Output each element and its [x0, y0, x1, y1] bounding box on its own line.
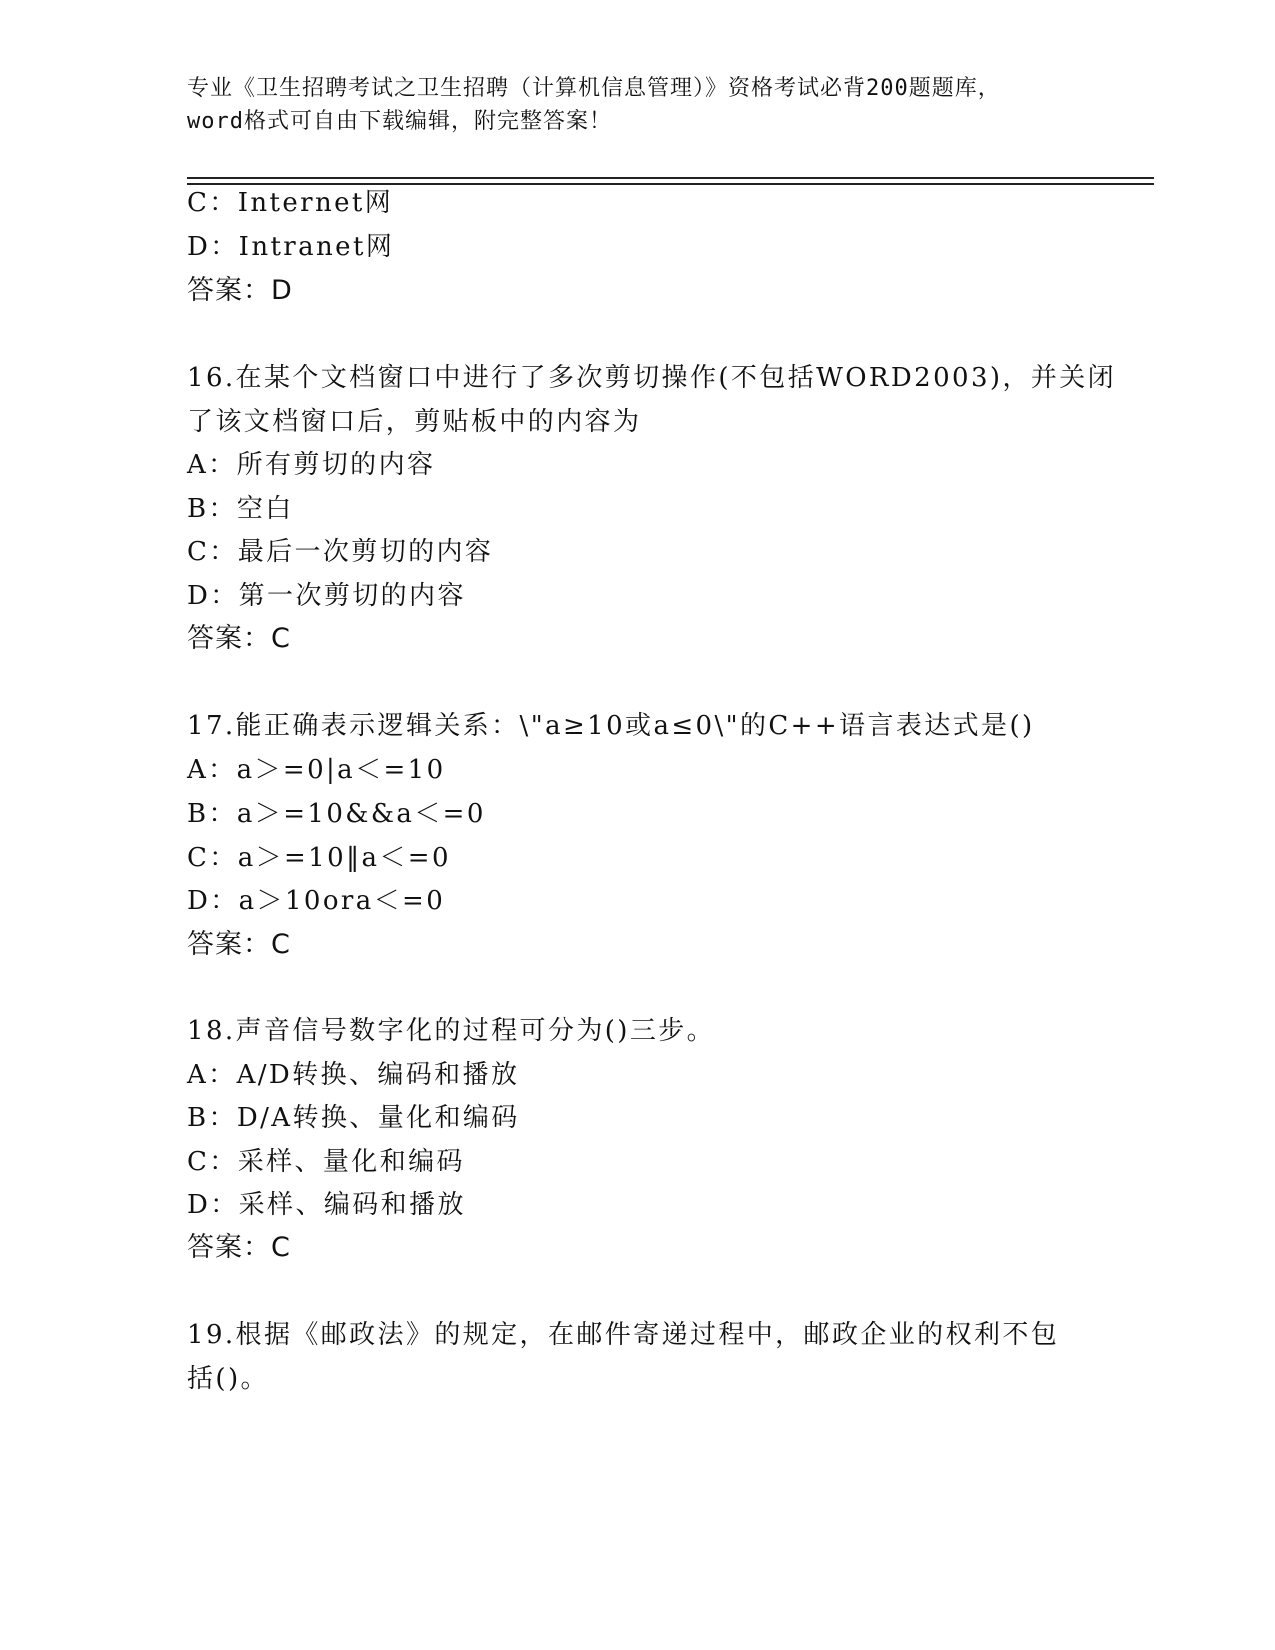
question-16-stem-line-1: 16.在某个文档窗口中进行了多次剪切操作(不包括WORD2003)，并关闭: [187, 363, 1117, 393]
answer-line: 答案：D: [187, 275, 293, 306]
question-16-answer: 答案：C: [187, 623, 291, 654]
question-16-option-b: B：空白: [187, 494, 294, 524]
document-header: [187, 72, 1087, 138]
question-16-option-c: C：最后一次剪切的内容: [187, 537, 494, 567]
question-17-option-b: B：a＞=10&&a＜=0: [187, 799, 486, 829]
option-d: D：Intranet网: [187, 232, 395, 262]
question-17-stem: 17.能正确表示逻辑关系：\"a≥10或a≤0\"的C++语言表达式是(): [187, 711, 1035, 741]
header-divider-bottom: [187, 183, 1154, 185]
question-18-stem: 18.声音信号数字化的过程可分为()三步。: [187, 1016, 716, 1046]
question-16-stem-line-2: 了该文档窗口后，剪贴板中的内容为: [187, 407, 642, 437]
header-line-1: 专业《卫生招聘考试之卫生招聘（计算机信息管理）》资格考试必背200题题库，: [187, 76, 1001, 101]
header-divider-top: [187, 177, 1154, 179]
question-19-stem-line-2: 括()。: [187, 1364, 269, 1394]
question-17-answer: 答案：C: [187, 929, 291, 960]
question-17-option-d: D：a＞10ora＜=0: [187, 886, 446, 916]
question-18-option-d: D：采样、编码和播放: [187, 1190, 466, 1220]
question-18-option-c: C：采样、量化和编码: [187, 1147, 465, 1177]
question-16-option-a: A：所有剪切的内容: [187, 450, 436, 480]
question-17-option-a: A：a＞=0|a＜=10: [187, 755, 446, 785]
option-c: C：Internet网: [187, 188, 394, 218]
question-18-option-b: B：D/A转换、量化和编码: [187, 1103, 520, 1133]
question-17-option-c: C：a＞=10‖a＜=0: [187, 843, 451, 873]
question-19-stem-line-1: 19.根据《邮政法》的规定，在邮件寄递过程中，邮政企业的权利不包: [187, 1320, 1060, 1350]
header-line-2: word格式可自由下载编辑，附完整答案！: [187, 109, 612, 134]
question-18-answer: 答案：C: [187, 1232, 291, 1263]
question-18-option-a: A：A/D转换、编码和播放: [187, 1060, 520, 1090]
question-16-option-d: D：第一次剪切的内容: [187, 581, 466, 611]
